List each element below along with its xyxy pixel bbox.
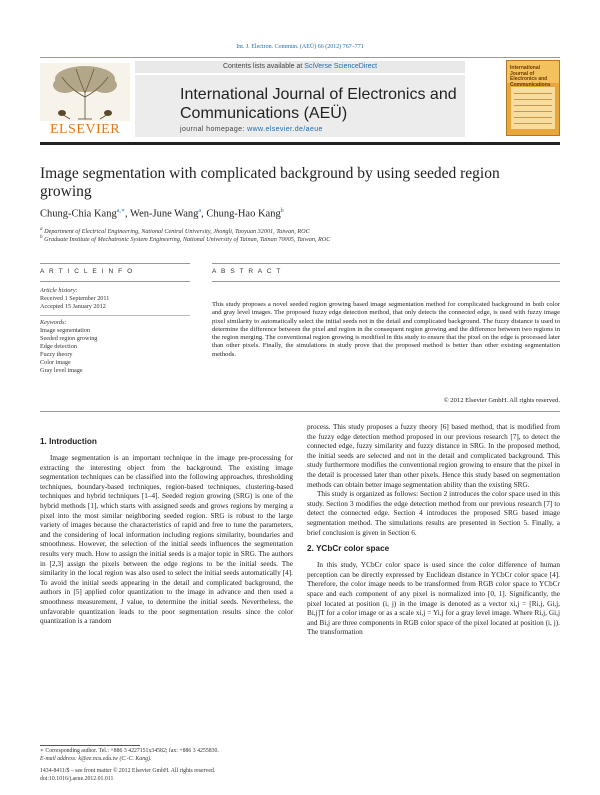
- abstract-heading: A B S T R A C T: [212, 268, 282, 275]
- article-info-rule-top: [40, 263, 190, 264]
- journal-homepage: [180, 126, 460, 133]
- abstract-text: This study proposes a novel seeded region growing based image segmentation method for complicated background in both color and gray level images. The proposed fuzzy edge detection method, that only detects the connected edge, is used with fuzzy image pixel similarity to automatically select the initial seeds not in the detail and complicated background. The fuzzy distance is used to determine the difference between the pixel and region in the consequent region growing and the difference between two regions in the region merging. The conventional region growing is modified in this study to ensure that the pixel on the edge is processed later than other pixels. Finally, the simulations in study prove that the proposed method is better than other existing segmentation methods.: [212, 301, 560, 358]
- keyword: Seeded region growing: [40, 335, 98, 342]
- author-mark[interactable]: a,∗: [116, 208, 125, 214]
- intro-paragraph-3: This study is organized as follows: Section 2 introduces the color space used in this study. Section 3 modifies the edge detection method from our previous research [7] to detect the connected edge. Section 4 introduces the proposed SRG based image segmentation method. The simulations results are presented in Section 5. Finally, a brief conclusion is given in Section 6.: [307, 490, 560, 537]
- author-name[interactable]: Chung-Hao Kang: [206, 208, 281, 220]
- journal-citation[interactable]: Int. J. Electron. Commun. (AEÜ) 66 (2012) 767–771: [236, 44, 364, 50]
- cover-art: [511, 87, 555, 129]
- author-mark[interactable]: b: [280, 208, 284, 214]
- journal-title-line1: International Journal of Electronics and: [180, 86, 457, 103]
- footnote-rule: [40, 745, 140, 746]
- paper-title-line1: Image segmentation with complicated background by using seeded region: [40, 165, 500, 182]
- author-mark[interactable]: a: [198, 208, 202, 214]
- author-list: Chung-Chia Kang$^{a,∗}$, Wen-June Wang$^a$, Chung-Hao Kang$^b$: [40, 208, 284, 220]
- journal-cover-thumbnail: [506, 60, 560, 136]
- journal-title-line2: Communications (AEÜ): [180, 105, 348, 122]
- paper-title: [40, 165, 560, 201]
- intro-paragraph-2: process. This study proposes a fuzzy theory [6] based method, that is modified from the fuzzy edge detection method proposed in our previous research [7], to detect the connected edge, fuzzy similarity and fuzzy distance in SRG. In the proposed method, the initial seeds are selected and not in the detail and complicated background. This study furthermore modifies the conventional region growing to ensure that the pixel in the detail is processed later than other pixels. Hence this study based on segmentation methods can obtain better image segmentation ability than the existing SRG.: [307, 423, 560, 489]
- body-left-column: [40, 437, 293, 627]
- sciencedirect-link[interactable]: SciVerse ScienceDirect: [304, 63, 378, 70]
- author-name[interactable]: Chung-Chia Kang: [40, 208, 117, 220]
- journal-title: [180, 85, 460, 123]
- accepted-date: Accepted 15 January 2012: [40, 303, 106, 310]
- affiliation-mark: a: [40, 226, 43, 232]
- keyword: Gray level image: [40, 367, 83, 374]
- affiliation-text: Department of Electrical Engineering, National Central University, Jhongli, Taoyuan 32001, Taiwan, ROC: [42, 228, 310, 236]
- homepage-label: journal homepage:: [180, 126, 248, 133]
- paper-title-line2: growing: [40, 183, 92, 200]
- elsevier-wordmark: ELSEVIER: [49, 122, 121, 137]
- email-note[interactable]: E-mail address: k@ee.ncu.edu.tw (C.-C. Kang).: [40, 756, 152, 762]
- affiliation-mark: b: [40, 234, 43, 240]
- contents-available-line: [135, 61, 465, 73]
- keyword: Fuzzy theory: [40, 351, 73, 358]
- author-name[interactable]: Wen-June Wang: [130, 208, 199, 220]
- keywords-label: Keywords:: [40, 319, 67, 326]
- affiliation-b: [40, 234, 560, 243]
- article-info-heading: A R T I C L E I N F O: [40, 268, 134, 275]
- elsevier-tree-icon: [40, 63, 130, 121]
- keyword: Color image: [40, 359, 71, 366]
- header-bottom-rule: [40, 142, 560, 145]
- received-date: Received 1 September 2011: [40, 295, 110, 302]
- issn-note: 1434-8411/$ – see front matter © 2012 Elsevier GmbH. All rights reserved.: [40, 768, 216, 774]
- section-heading-introduction: 1. Introduction: [40, 437, 97, 446]
- history-label: Article history:: [40, 287, 78, 294]
- homepage-link[interactable]: www.elsevier.de/aeue: [247, 126, 323, 133]
- abstract-copyright: © 2012 Elsevier GmbH. All rights reserved.: [443, 397, 560, 404]
- section-heading-color-space: 2. YCbCr color space: [307, 544, 390, 554]
- intro-paragraph-1: Image segmentation is an important technique in the image pre-processing for extracting the interesting object from the background. The existing image segmentation techniques can be classified into the following approaches, thresholding techniques, boundary-based techniques, region-based techniques, clustering-based techniques and hybrid techniques [1–4]. Seeded region growing (SRG) is one of the hybrid methods [1], which starts with assigned seeds and grows regions by merging a pixel into the most similar neighboring seeded region. SRG is robust to the large variety of images because the characteristics of rapid and free to tune the parameters, and the considering of local information including regions similarity, boundaries and smoothness. However, the selection of the initial seeds influences the segmentation results very much. How to assign the initial seeds is a major topic in SRG. The authors in [2,3] assign the pixels between the edge regions to be the initial seeds. The similarity in the local region was also used to select the initial seeds automatically [4]. To avoid the initial seeds appearing in the detail and complicated background, the authors in [5] applied color quantization to the image in advance and then used a smoothness measurement, J value, to determine the initial seeds. Nevertheless, the unfavorable quantization leads to the poor segmentation results since the color quantization is a random: [40, 454, 293, 626]
- abstract-rule-mid: [212, 281, 560, 282]
- article-info-rule-mid: [40, 281, 190, 282]
- keyword: Edge detection: [40, 343, 77, 350]
- cover-title: International Journal of Electronics and Communications: [510, 65, 551, 88]
- abstract-rule-top: [212, 263, 560, 264]
- contents-prefix: Contents lists available at: [222, 63, 305, 70]
- article-info-block: [40, 287, 190, 375]
- header-top-rule: [40, 57, 560, 58]
- keyword: Image segmentation: [40, 327, 90, 334]
- body-right-column: [307, 423, 560, 638]
- doi-link[interactable]: doi:10.1016/j.aeue.2012.01.011: [40, 776, 114, 782]
- affiliation-text: Graduate Institute of Mechatronic System Engineering, National University of Tainan, Tainan 70005, Taiwan, ROC: [42, 236, 331, 244]
- corresponding-author-note: ∗ Corresponding author. Tel.: +886 3 4227151x34582; fax: +886 3 4255830.: [40, 748, 219, 754]
- color-space-paragraph-1: In this study, YCbCr color space is used since the color difference of human perception can be directly expressed by Euclidean distance in YCbCr color space [4]. Therefore, the color image needs to be transformed from RGB color space to YCbCr space and each component of any pixel is normalized into [0, 1]. Significantly, the pixel located at position (i, j) in the image is denoted as a vector xi,j = [Ri,j, Gi,j, Bi,j]T for a color image or as a scale xi,j = Yi,j for a gray level image. Where Ri,j, Gi,j and Bi,j are three components in RGB color space of the pixel located at position (i, j). The transformation: [307, 561, 560, 637]
- abstract-rule-bottom: [40, 411, 560, 412]
